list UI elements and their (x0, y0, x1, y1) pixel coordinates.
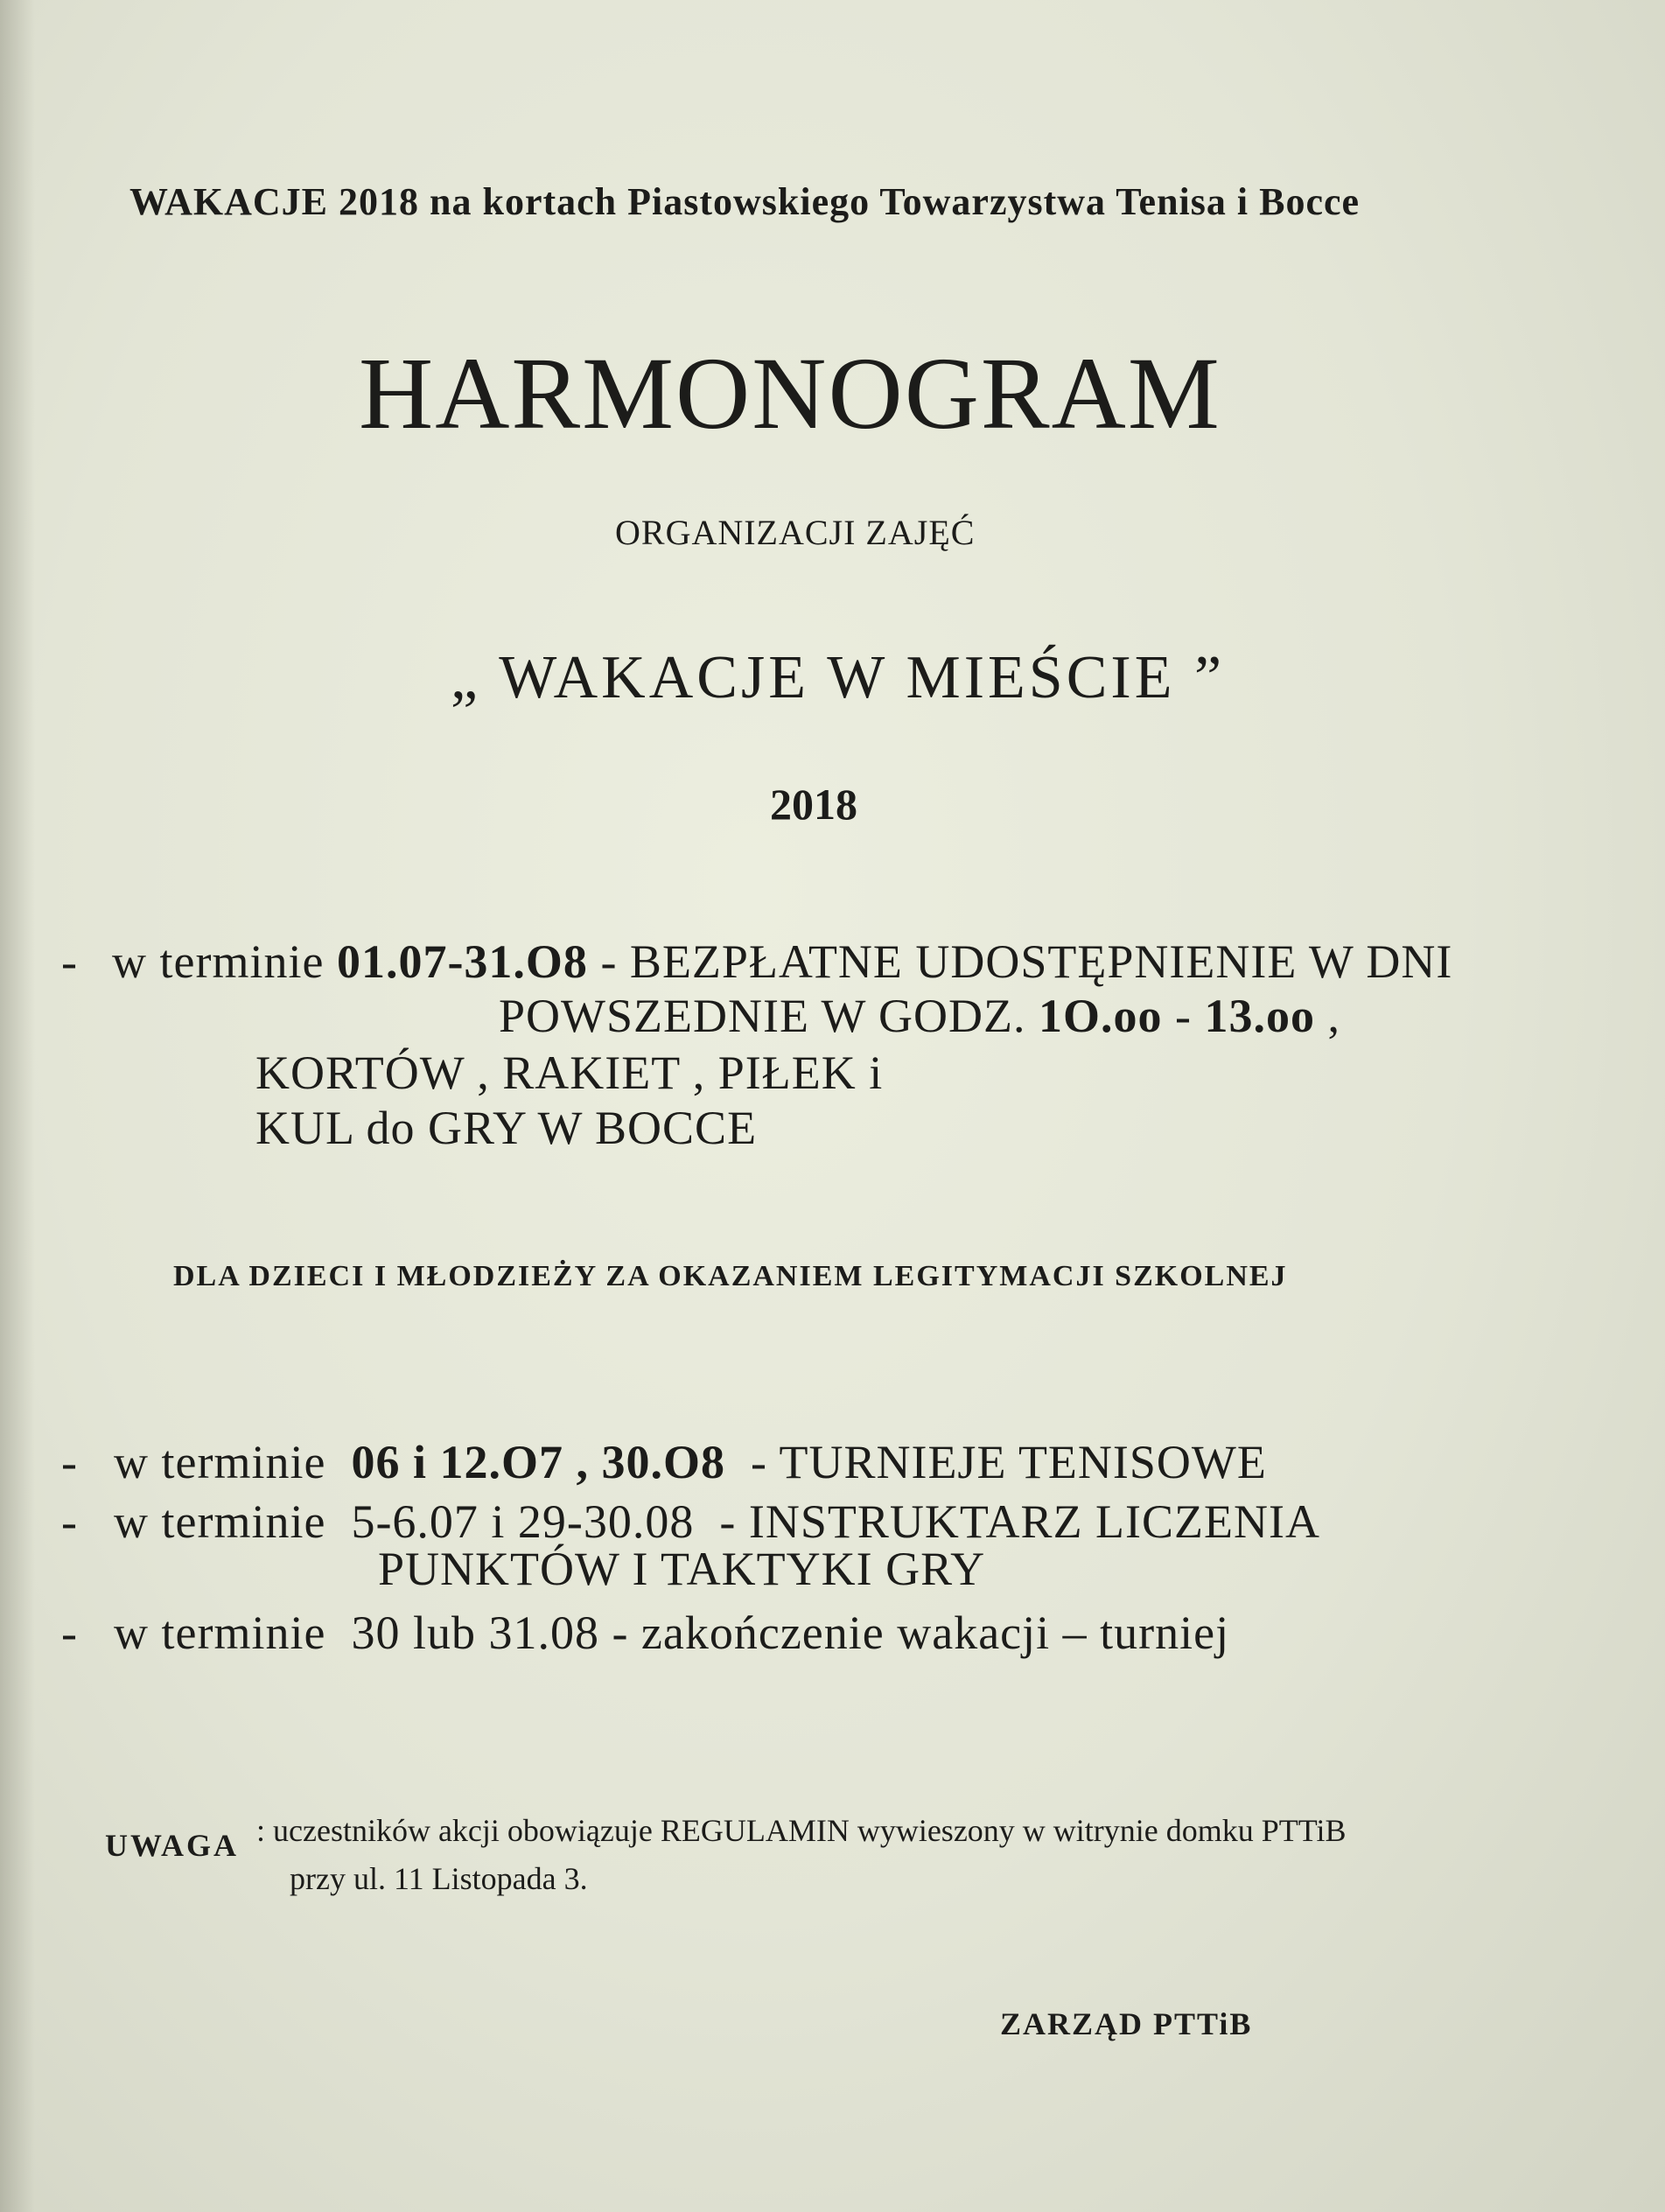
schedule-item-1-line4: KUL do GRY W BOCCE (255, 1102, 758, 1154)
schedule-text: - TURNIEJE TENISOWE (750, 1436, 1267, 1488)
schedule-item-3-line2: PUNKTÓW I TAKTYKI GRY (378, 1543, 986, 1595)
schedule-text: - INSTRUKTARZ LICZENIA (719, 1495, 1320, 1548)
schedule-prefix: w terminie (112, 935, 325, 988)
event-year: 2018 (770, 780, 857, 829)
schedule-time-from: 1O.oo (1038, 990, 1163, 1042)
schedule-bullet: - (61, 935, 78, 988)
document-subtitle: ORGANIZACJI ZAJĘĆ (615, 513, 976, 552)
schedule-date: 30 lub 31.08 (351, 1606, 599, 1659)
schedule-item-1-line2 (499, 989, 1340, 1043)
schedule-text-end: , (1327, 990, 1340, 1042)
schedule-item-4 (114, 1606, 1229, 1660)
notice-line-1: : uczestników akcji obowiązuje REGULAMIN wywieszony w witrynie domku PTTiB (256, 1813, 1347, 1848)
schedule-bullet: - (61, 1606, 78, 1659)
schedule-date: 5-6.07 i 29-30.08 (351, 1495, 695, 1548)
schedule-bullet: - (61, 1436, 78, 1488)
event-name: „ WAKACJE W MIEŚCIE ” (451, 644, 1226, 711)
schedule-date: 01.07-31.O8 (336, 935, 588, 988)
schedule-item-1-line3: KORTÓW , RAKIET , PIŁEK i (255, 1046, 884, 1099)
schedule-prefix: w terminie (114, 1436, 326, 1488)
schedule-time-to: 13.oo (1204, 990, 1315, 1042)
eligibility-note: DLA DZIECI I MŁODZIEŻY ZA OKAZANIEM LEGITYMACJI SZKOLNEJ (173, 1260, 1288, 1292)
schedule-prefix: w terminie (114, 1495, 326, 1548)
notice-label: UWAGA (105, 1828, 240, 1863)
schedule-item-2 (114, 1435, 1267, 1489)
schedule-date: 06 i 12.O7 , 30.O8 (351, 1436, 725, 1488)
signature: ZARZĄD PTTiB (1000, 2006, 1253, 2041)
notice-text (256, 1807, 1347, 1903)
header-line: WAKACJE 2018 na kortach Piastowskiego Towarzystwa Tenisa i Bocce (129, 180, 1361, 223)
schedule-item-1 (112, 934, 1452, 989)
schedule-item-3 (114, 1494, 1320, 1549)
schedule-text: - zakończenie wakacji – turniej (612, 1606, 1230, 1659)
schedule-bullet: - (61, 1495, 78, 1548)
schedule-prefix: w terminie (114, 1606, 326, 1659)
document-title: HARMONOGRAM (359, 336, 1221, 451)
notice-line-2: przy ul. 11 Listopada 3. (290, 1861, 588, 1896)
schedule-time-sep: - (1174, 990, 1192, 1042)
schedule-text: - BEZPŁATNE UDOSTĘPNIENIE W DNI (600, 935, 1453, 988)
schedule-text: POWSZEDNIE W GODZ. (499, 990, 1026, 1042)
